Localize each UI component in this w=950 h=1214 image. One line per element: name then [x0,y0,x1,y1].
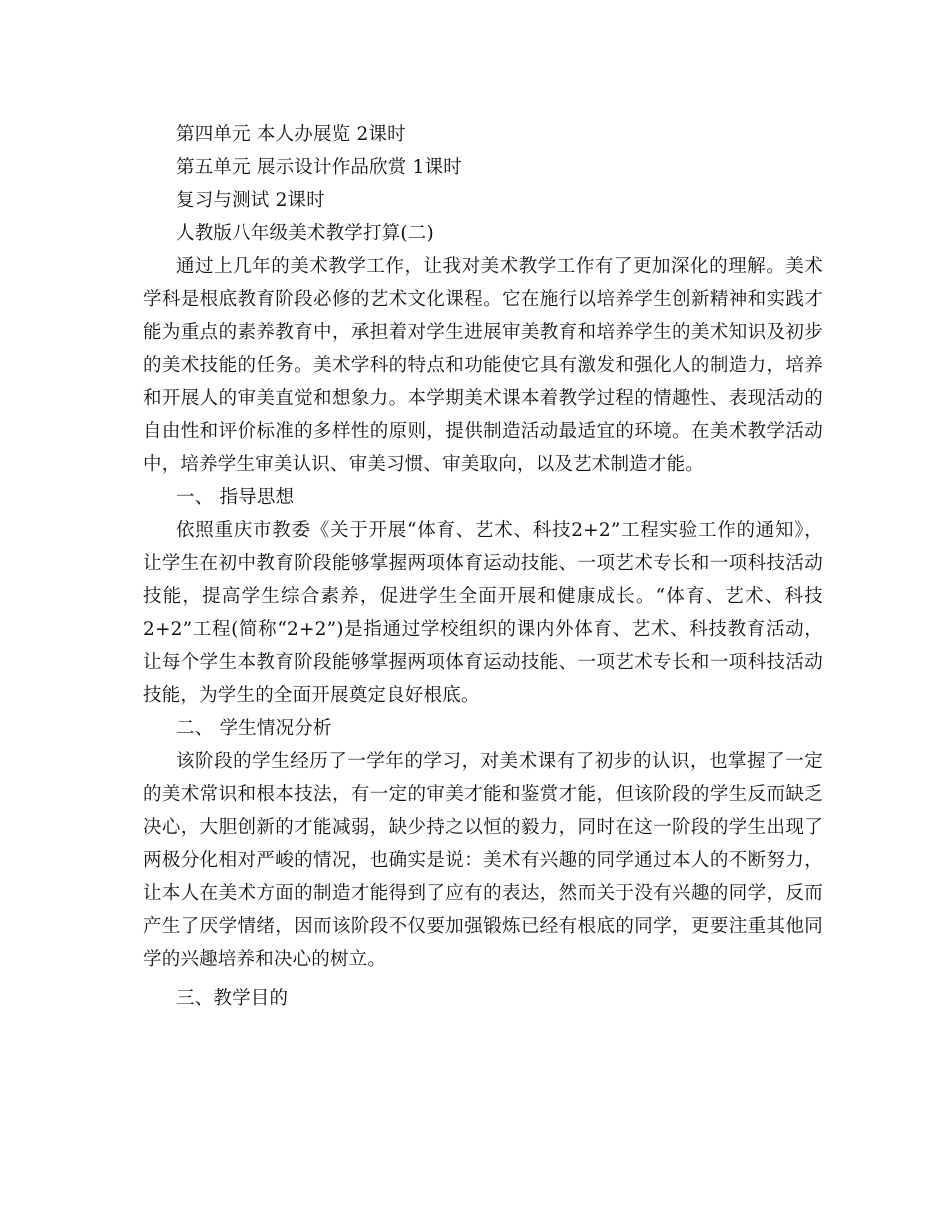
review-line: 复习与测试 2课时 [176,190,325,211]
heading-teaching-goals: 三、教学目的 [176,988,289,1009]
heading-guiding-thought: 一、 指导思想 [176,487,295,508]
intro-paragraph: 通过上几年的美术教学工作，让我对美术教学工作有了更加深化的理解。美术学科是根底教育阶段必修的艺术文化课程。它在施行以培养学生创新精神和实践才能为重点的素养教育中，承担着对学生进展审美教育和培养学生的美术知识及初步的美术技能的任务。美术学科的特点和功能使它具有激发和强化人的制造力，培养和开展人的审美直觉和想象力。本学期美术课本着教学过程的情趣性、表现活动的自由性和评价标准的多样性的原则，提供制造活动最适宜的环境。在美术教学活动中，培养学生审美认识、审美习惯、审美取向，以及艺术制造才能。 [143,256,823,475]
section-title: 人教版八年级美术教学打算(二) [176,223,434,244]
heading-student-analysis: 二、 学生情况分析 [176,718,332,739]
student-analysis-paragraph: 该阶段的学生经历了一学年的学习，对美术课有了初步的认识，也掌握了一定的美术常识和根本技法，有一定的审美才能和鉴赏才能，但该阶段的学生反而缺乏决心，大胆创新的才能减弱，缺少持之以恒的毅力，同时在这一阶段的学生出现了两极分化相对严峻的情况，也确实是说：美术有兴趣的同学通过本人的不断努力，让本人在美术方面的制造才能得到了应有的表达，然而关于没有兴趣的同学，反而产生了厌学情绪，因而该阶段不仅要加强锻炼已经有根底的同学，更要注重其他同学的兴趣培养和决心的树立。 [143,751,823,970]
unit-5-line: 第五单元 展示设计作品欣赏 1课时 [176,157,462,178]
guiding-thought-paragraph: 依照重庆市教委《关于开展“体育、艺术、科技2+2”工程实验工作的通知》，让学生在初中教育阶段能够掌握两项体育运动技能、一项艺术专长和一项科技活动技能，提高学生综合素养，促进学生全面开展和健康成长。“体育、艺术、科技2+2”工程(简称“2+2”)是指通过学校组织的课内外体育、艺术、科技教育活动，让每个学生本教育阶段能够掌握两项体育运动技能、一项艺术专长和一项科技活动技能，为学生的全面开展奠定良好根底。 [143,520,823,706]
unit-4-line: 第四单元 本人办展览 2课时 [176,124,406,145]
document-body [143,118,823,1015]
